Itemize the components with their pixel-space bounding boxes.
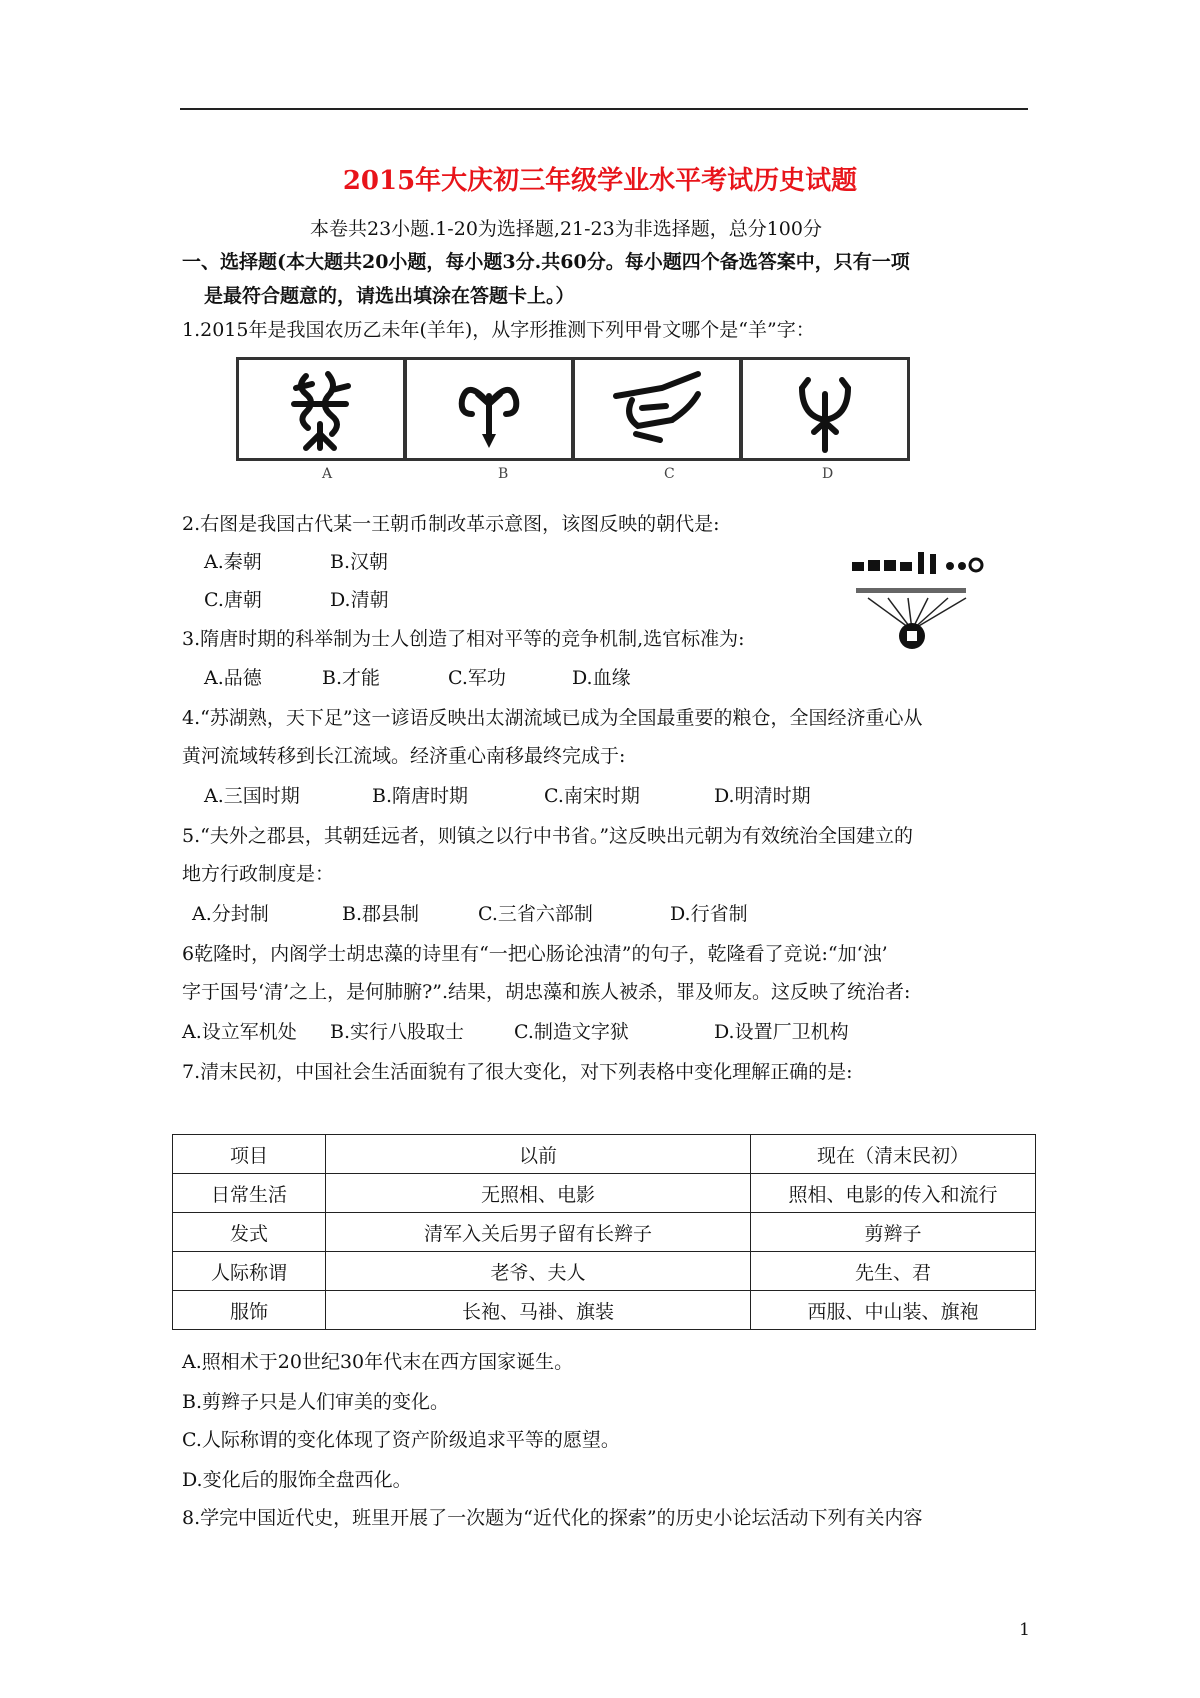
q2-option-a: A.秦朝 [204, 551, 262, 573]
table-cell: 人际称谓 [173, 1252, 326, 1291]
q7-option-b: B.剪辫子只是人们审美的变化。 [182, 1391, 450, 1413]
glyph-a-image [239, 360, 407, 458]
q6-option-c: C.制造文字狱 [514, 1021, 629, 1043]
section-heading-line1: 一、选择题(本大题共20小题，每小题3分.共60分。每小题四个备选答案中，只有一项 [182, 251, 910, 273]
q2-option-c: C.唐朝 [204, 589, 262, 611]
q3-option-b: B.才能 [322, 667, 381, 689]
q6-option-d: D.设置厂卫机构 [714, 1021, 849, 1043]
table-cell: 老爷、夫人 [326, 1252, 751, 1291]
q3-option-c: C.军功 [448, 667, 506, 689]
top-rule [180, 108, 1028, 110]
table-row [173, 1213, 1036, 1252]
q5-stem-line1: 5.“夫外之郡县，其朝廷远者，则镇之以行中书省。”这反映出元朝为有效统治全国建立的 [182, 825, 914, 847]
q4-option-c: C.南宋时期 [544, 785, 640, 807]
table-cell: 先生、君 [751, 1252, 1036, 1291]
q7-option-d: D.变化后的服饰全盘西化。 [182, 1469, 412, 1491]
q5-option-d: D.行省制 [670, 903, 748, 925]
q6-stem-line2: 字于国号‘清’之上，是何肺腑?”.结果，胡忠藻和族人被杀，罪及师友。这反映了统治者: [182, 981, 911, 1003]
q4-option-b: B.隋唐时期 [372, 785, 469, 807]
glyph-label-d: D [822, 466, 834, 482]
coinage-reform-diagram [848, 548, 1008, 658]
q3-option-d: D.血缘 [572, 667, 631, 689]
table-cell: 日常生活 [173, 1174, 326, 1213]
table-header-cell: 以前 [326, 1135, 751, 1174]
glyph-c-image [575, 360, 743, 458]
table-header-row [173, 1135, 1036, 1174]
q4-stem-line1: 4.“苏湖熟，天下足”这一谚语反映出太湖流域已成为全国最重要的粮仓，全国经济重心从 [182, 707, 923, 729]
table-cell: 照相、电影的传入和流行 [751, 1174, 1036, 1213]
q4-option-a: A.三国时期 [204, 785, 300, 807]
q1-stem: 1.2015年是我国农历乙未年(羊年)，从字形推测下列甲骨文哪个是“羊”字： [182, 319, 815, 341]
table-header-cell: 现在（清末民初） [751, 1135, 1036, 1174]
oracle-bone-glyph-strip [236, 357, 910, 461]
table-cell: 西服、中山装、旗袍 [751, 1291, 1036, 1330]
q6-stem-line1: 6乾隆时，内阁学士胡忠藻的诗里有“一把心肠论浊清”的句子，乾隆看了竞说:“加‘浊’ [182, 943, 888, 965]
exam-summary: 本卷共23小题.1-20为选择题,21-23为非选择题，总分100分 [310, 218, 822, 240]
q2-option-b: B.汉朝 [330, 551, 389, 573]
glyph-b-image [407, 360, 575, 458]
glyph-label-c: C [664, 466, 675, 482]
q2-stem: 2.右图是我国古代某一王朝币制改革示意图，该图反映的朝代是: [182, 513, 720, 535]
social-change-table [172, 1134, 1036, 1330]
q6-option-a: A.设立军机处 [182, 1021, 297, 1043]
table-cell: 服饰 [173, 1291, 326, 1330]
q5-option-c: C.三省六部制 [478, 903, 593, 925]
table-cell: 清军入关后男子留有长辫子 [326, 1213, 751, 1252]
page-number: 1 [1019, 1620, 1030, 1640]
q3-stem: 3.隋唐时期的科举制为士人创造了相对平等的竞争机制,选官标准为: [182, 628, 745, 650]
q8-stem: 8.学完中国近代史，班里开展了一次题为“近代化的探索”的历史小论坛活动下列有关内容 [182, 1507, 923, 1529]
q7-option-c: C.人际称谓的变化体现了资产阶级追求平等的愿望。 [182, 1429, 620, 1451]
q4-stem-line2: 黄河流域转移到长江流域。经济重心南移最终完成于: [182, 745, 626, 767]
q5-stem-line2: 地方行政制度是： [182, 863, 335, 885]
table-row [173, 1174, 1036, 1213]
q6-option-b: B.实行八股取士 [330, 1021, 465, 1043]
q3-option-a: A.品德 [204, 667, 262, 689]
q7-option-a: A.照相术于20世纪30年代末在西方国家诞生。 [182, 1351, 574, 1373]
q5-option-b: B.郡县制 [342, 903, 420, 925]
table-row [173, 1252, 1036, 1291]
glyph-label-a: A [322, 466, 333, 482]
table-row [173, 1291, 1036, 1330]
table-header-cell: 项目 [173, 1135, 326, 1174]
section-heading-line2: 是最符合题意的，请选出填涂在答题卡上。） [204, 285, 575, 307]
table-cell: 长袍、马褂、旗装 [326, 1291, 751, 1330]
table-cell: 剪辫子 [751, 1213, 1036, 1252]
table-cell: 无照相、电影 [326, 1174, 751, 1213]
glyph-label-b: B [498, 466, 509, 482]
q7-stem: 7.清末民初，中国社会生活面貌有了很大变化，对下列表格中变化理解正确的是: [182, 1061, 853, 1083]
q5-option-a: A.分封制 [192, 903, 269, 925]
q2-option-d: D.清朝 [330, 589, 389, 611]
page-title: 2015年大庆初三年级学业水平考试历史试题 [342, 166, 858, 196]
table-cell: 发式 [173, 1213, 326, 1252]
q4-option-d: D.明清时期 [714, 785, 811, 807]
glyph-d-image [743, 360, 907, 458]
